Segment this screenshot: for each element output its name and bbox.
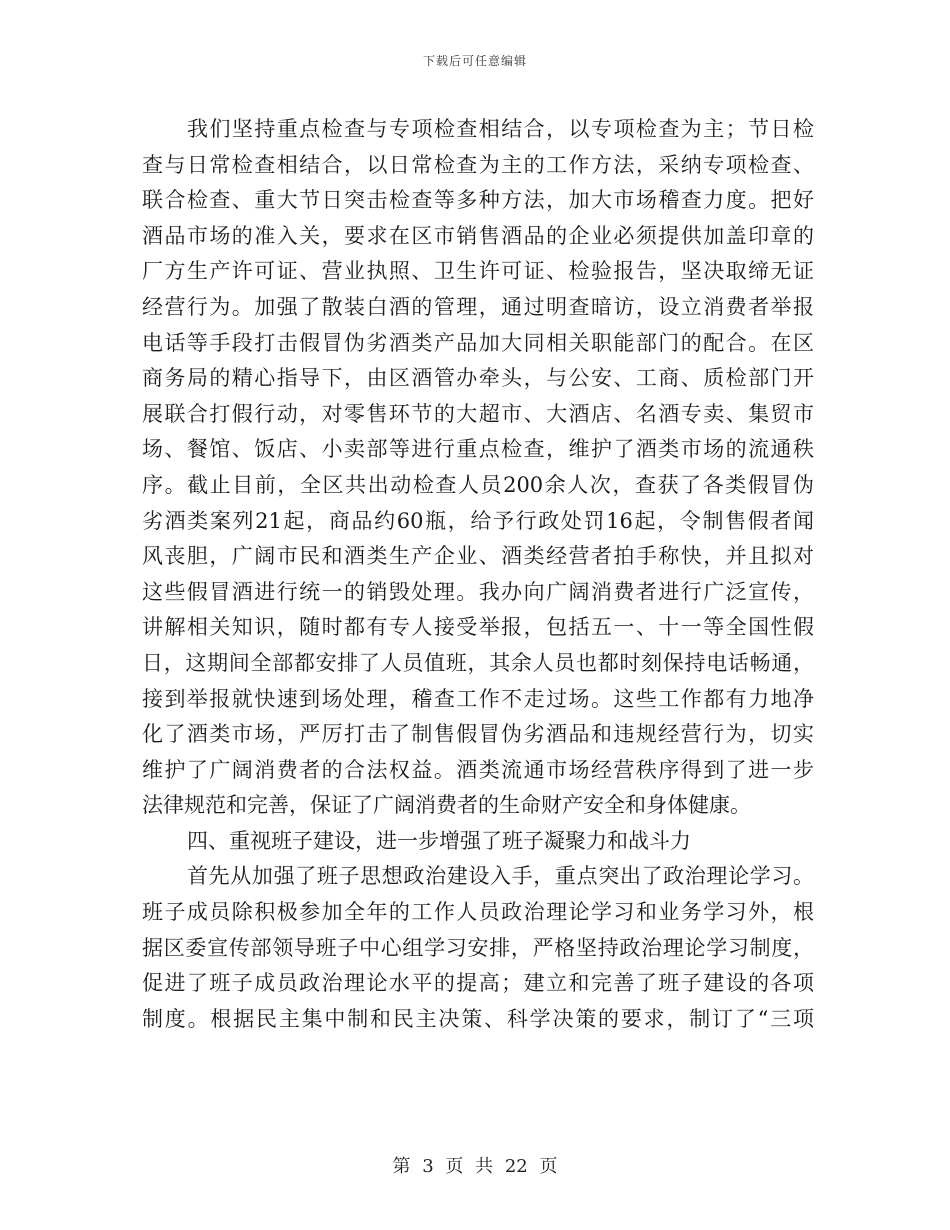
text-line: 查与日常检查相结合，以日常检查为主的工作方法，采纳专项检查、	[142, 152, 814, 177]
text-line: 酒品市场的准入关，要求在区市销售酒品的企业必须提供加盖印章的	[142, 223, 814, 248]
text-line: 这些假冒酒进行统一的销毁处理。我办向广阔消费者进行广泛宣传，	[142, 579, 814, 604]
page-number: 第 3 页 共 22 页	[392, 1156, 558, 1177]
text-line: 我们坚持重点检查与专项检查相结合，以专项检查为主；节日检	[187, 117, 814, 141]
text-line: 联合检查、重大节日突击检查等多种方法，加大市场稽查力度。把好	[142, 188, 814, 213]
text-line: 法律规范和完善，保证了广阔消费者的生命财产安全和身体健康。	[142, 793, 751, 818]
text-line: 化了酒类市场，严厉打击了制售假冒伪劣酒品和违规经营行为，切实	[142, 722, 814, 747]
text-line: 班子成员除积极参加全年的工作人员政治理论学习和业务学习外，根	[142, 900, 814, 925]
section-heading: 四、重视班子建设，进一步增强了班子凝聚力和战斗力	[187, 828, 691, 853]
text-line: 商务局的精心指导下，由区酒管办牵头，与公安、工商、质检部门开	[142, 366, 814, 391]
text-line: 劣酒类案列21起，商品约60瓶，给予行政处罚16起，令制售假者闻	[142, 508, 814, 533]
text-line: 讲解相关知识，随时都有专人接受举报，包括五一、十一等全国性假	[142, 615, 814, 640]
text-line: 电话等手段打击假冒伪劣酒类产品加大同相关职能部门的配合。在区	[142, 330, 814, 355]
body-text	[142, 112, 814, 1037]
text-line: 据区委宣传部领导班子中心组学习安排，严格坚持政治理论学习制度，	[142, 935, 814, 960]
text-line: 展联合打假行动，对零售环节的大超市、大酒店、名酒专卖、集贸市	[142, 401, 814, 426]
page-header: 下载后可任意编辑	[422, 54, 527, 68]
text-line: 场、餐馆、饭店、小卖部等进行重点检查，维护了酒类市场的流通秩	[142, 437, 814, 462]
text-line: 制度。根据民主集中制和民主决策、科学决策的要求，制订了“三项	[142, 1006, 814, 1031]
text-line: 接到举报就快速到场处理，稽查工作不走过场。这些工作都有力地净	[142, 686, 814, 711]
text-line: 促进了班子成员政治理论水平的提高；建立和完善了班子建设的各项	[142, 971, 814, 996]
text-line: 厂方生产许可证、营业执照、卫生许可证、检验报告，坚决取缔无证	[142, 259, 814, 284]
text-line: 日，这期间全部都安排了人员值班，其余人员也都时刻保持电话畅通，	[142, 650, 814, 675]
text-line: 首先从加强了班子思想政治建设入手，重点突出了政治理论学习。	[187, 864, 814, 889]
text-line: 维护了广阔消费者的合法权益。酒类流通市场经营秩序得到了进一步	[142, 757, 814, 782]
text-line: 风丧胆，广阔市民和酒类生产企业、酒类经营者拍手称快，并且拟对	[142, 544, 814, 569]
text-line: 经营行为。加强了散装白酒的管理，通过明查暗访，设立消费者举报	[142, 294, 814, 319]
text-line: 序。截止目前，全区共出动检查人员200余人次，查获了各类假冒伪	[142, 472, 814, 497]
